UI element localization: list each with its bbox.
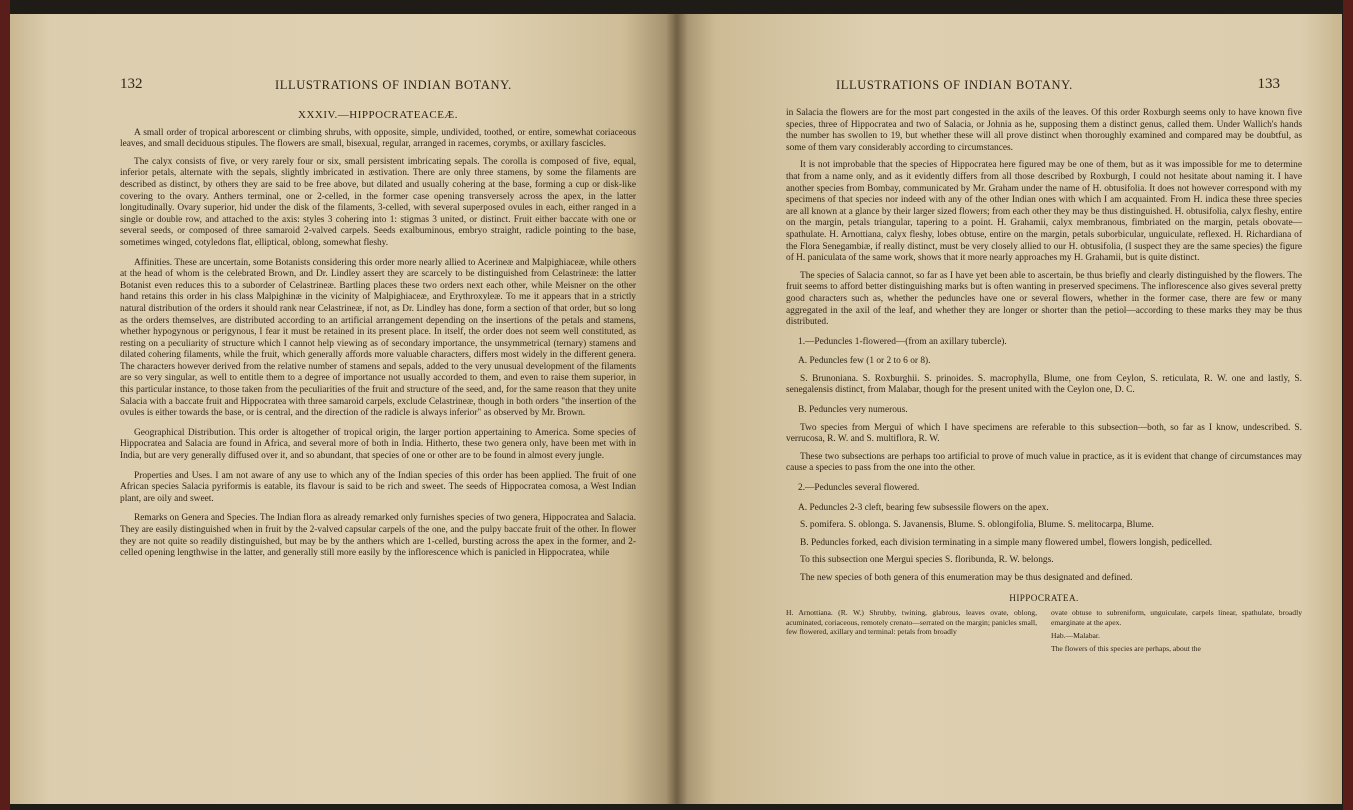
list-item: To this subsection one Mergui species S. floribunda, R. W. belongs. [800,555,1054,566]
book-gutter [666,14,688,804]
paragraph: The species of Salacia cannot, so far as I have yet been able to ascertain, be thus briefly and clearly distinguished by the flowers. The fruit seems to afford better distinguishing marks but is often wanting in preserved specimens. The inflorescence also gives several pretty good characters such as, whether the peduncles have one or several flowers, whether in the former case, there are few or many aggregated in the axil of the leaf, and whether they are longer or shorter than the petiol—according to these marks they may be thus distributed. [786,270,1302,328]
list-item: B. Peduncles forked, each division terminating in a simple many flowered umbel, flowers longish, pedicelled. [800,537,1213,548]
paragraph-properties: Properties and Uses. I am not aware of any use to which any of the Indian species of this order has been applied. The fruit of one African species Salacia pyriformis is eatable, its flavour is said to be rich and sweet. The seeds of Hippocratea comosa, a West Indian plant, are oily and sweet. [120,470,636,504]
right-page-body [786,108,1302,654]
list-item: These two subsections are perhaps too artificial to prove of much value in practice, as it is evident that change of circumstances may cause a species to pass from the one into the other. [786,451,1302,474]
column-left: H. Arnottiana. (R. W.) Shrubby, twining, glabrous, leaves ovate, oblong, acuminated, coriaceous, remotely crenato—serrated on the margin; panicles small, few flowered, axillary and terminal: petals from broadly [786,608,1037,636]
list-item: 1.—Peduncles 1-flowered—(from an axillary tubercle). [798,336,1007,347]
column-right-continued: The flowers of this species are perhaps, about the [1051,644,1201,654]
left-page-body [120,110,636,566]
paragraph: in Salacia the flowers are for the most part congested in the axils of the leaves. Of this order Roxburgh seems only to have known five species, three of Hippocratea and two of Salacia, or Johnia as he, supposing them a distinct genus, called them. Under Wallich's hands the number has swollen to 19, but whether these will all prove distinct when thoroughly examined and compared may be doubtful, as some of them vary considerably according to circumstances. [786,108,1302,153]
list-item: 2.—Peduncles several flowered. [798,483,920,494]
right-page-number: 133 [1257,76,1280,92]
right-page [676,14,1342,804]
paragraph-remarks: Remarks on Genera and Species. The Indian flora as already remarked only furnishes species of two genera, Hippocratea and Salacia. They are easily distinguished when in fruit by the 2-valved capsular carpels of the one, and the pulpy baccate fruit of the other. In flower they are not quite so readily distinguished, but may be by the anthers which are 1-celled, bursting across the apex in the former, and 2-celled opening lengthwise in the latter, and generally still more easily by the inflorescence which is panicled in Hippocratea, while [120,513,636,559]
list-item: S. Brunoniana. S. Roxburghii. S. prinoides. S. macrophylla, Blume, one from Ceylon, S. reticulata, R. W. one and lastly, S. senegalensis distinct, from Malabar, though for the present united with the Ceylon one, D. C. [786,373,1302,396]
chapter-heading: XXXIV.—HIPPOCRATEACEÆ. [298,109,458,121]
left-running-title: ILLUSTRATIONS OF INDIAN BOTANY. [275,78,512,92]
habitat-text: Hab.—Malabar. [1051,631,1100,640]
list-item: A. Peduncles 2-3 cleft, bearing few subsessile flowers on the apex. [798,502,1049,513]
right-running-title: ILLUSTRATIONS OF INDIAN BOTANY. [836,78,1073,92]
paragraph: A small order of tropical arborescent or climbing shrubs, with opposite, simple, undivided, toothed, or entire, somewhat coriaceous leaves, and small deciduous stipules. The flowers are small, bisexual, regular, arranged in racemes, corymbs, or axillary fascicles. [120,127,636,150]
list-item: B. Peduncles very numerous. [798,405,908,416]
book-spread [10,14,1343,804]
genus-subheading: HIPPOCRATEA. [1009,592,1079,603]
left-page [10,14,676,804]
paragraph-affinities: Affinities. These are uncertain, some Botanists considering this order more nearly allied to Acerineæ and Malpighiaceæ, while others at the head of whom is the celebrated Brown, and Dr. Lindley assert they are scarcely to be distinguished from Celastrineæ: the latter Botanist even reduces this to a suborder of Celastrineæ. Bartling places these two orders next each other, while Meisner on the other hand retains this order in his class Malpighinæ in the vicinity of Malpighiaceæ, and Erythroxyleæ. To me it appears that in a strictly natural distribution of the orders it should rank near Celastrineæ, if not, as Dr. Lindley has done, form a section of that order, but so long as the orders themselves, are distributed according to an artificial arrangement depending on the insertions of the petals and stamens, whether hypogynous or perigynous, I fear it must be retained in its present place. In itself, the order does not seem well constituted, as resting on a peculiarity of structure which I cannot help viewing as of secondary importance, the unsymmetrical (ternary) stamens and dilated cohering filaments, while the fruit, which generally affords more valuable characters, differs most widely in the different genera. The characters however derived from the relative number of stamens and sepals, added to the very unusual development of the filaments are so very singular, as well to entitle them to a degree of importance not usually accorded to them, and even to raise them superior, in this particular instance, to those taken from the peculiarities of the fruit and structure of the seed, and, for the same reason that they unite Salacia with a baccate fruit and Hippocratea with three samaroid carpels, exclude Celastrineæ, though in both orders "the insertion of the ovules is either towards the base, or is central, and the direction of the radicle is always inferior" as observed by Mr. Brown. [120,257,636,419]
paragraph: It is not improbable that the species of Hippocratea here figured may be one of them, but as it was impossible for me to determine that from a name only, and as it evidently differs from all those described by Roxburgh, I could not hesitate about naming it. I have another species from Bombay, communicated by Mr. Graham under the name of H. obtusifolia. It does not however correspond with my specimens of that species nor indeed with any of the other Indian ones with which I am acquainted. From H. indica these three species are all known at a glance by their larger sized flowers; from each other they may be thus distinguished. H. obtusifolia, calyx fleshy, entire on the margin, petals triangular, tapering to a point. H. Grahamii, calyx membranous, fimbriated on the margin, petals obovate—spathulate. H. Arnottiana, calyx fleshy, lobes obtuse, entire on the margin, petals suborbicular, unguiculate, reflexed. H. Richardiana of the Flora Senegambiæ, if really distinct, must be very closely allied to our H. obtusifolia, (I suspect they are the same species) the figure of H. paniculata of the same work, shows that it more nearly approaches my H. Grahamii, but is quite distinct. [786,160,1302,264]
column-right-text: ovate obtuse to subreniform, unguiculate, carpels linear, spathulate, broadly emarginate at the apex. [1051,608,1302,627]
paragraph-distribution: Geographical Distribution. This order is altogether of tropical origin, the larger portion appertaining to America. Some species of Hippocratea and Salacia are found in Africa, and several more of both in India. Hitherto, these two genera only, have been met with in India, but are very generally diffused over it, and so abundant, that species of one or other are to be found in almost every jungle. [120,427,636,462]
list-item: S. pomifera. S. oblonga. S. Javanensis, Blume. S. oblongifolia, Blume. S. melitocarpa, Blume. [800,520,1154,531]
two-column-block [786,608,1302,654]
list-item: A. Peduncles few (1 or 2 to 6 or 8). [798,356,931,367]
column-right [1051,608,1302,654]
paragraph: The calyx consists of five, or very rarely four or six, small persistent imbricating sepals. The corolla is composed of five, equal, inferior petals, alternate with the sepals, slightly imbricated in æstivation. There are only three stamens, by some the filaments are described as distinct, by others they are said to be free above, but dilated and usually cohering at the base, forming a cup or disk-like covering to the ovary. Anthers terminal, one or 2-celled, in the former case opening transversely across the apex, in the latter longitudinally. Ovary superior, hid under the disk of the filaments, 3-celled, with several superposed ovules in each, either ranged in a single or double row, and attached to the axis: styles 3 cohering into 1: stigmas 3 united, or distinct. Fruit either baccate with one or several seeds, or composed of three samaroid 2-valved carpels. Seeds exalbuminous, embryo straight, radicle pointing to the base, sometimes winged, cotyledons flat, elliptical, oblong, somewhat fleshy. [120,156,636,248]
book-cover-right [1343,0,1353,810]
list-item: The new species of both genera of this enumeration may be thus designated and defined. [800,573,1133,583]
list-item: Two species from Mergui of which I have specimens are referable to this subsection—both, so far as I know, undescribed. S. verrucosa, R. W. and S. multiflora, R. W. [786,422,1302,445]
book-cover-left [0,0,10,810]
left-page-number: 132 [120,76,143,92]
